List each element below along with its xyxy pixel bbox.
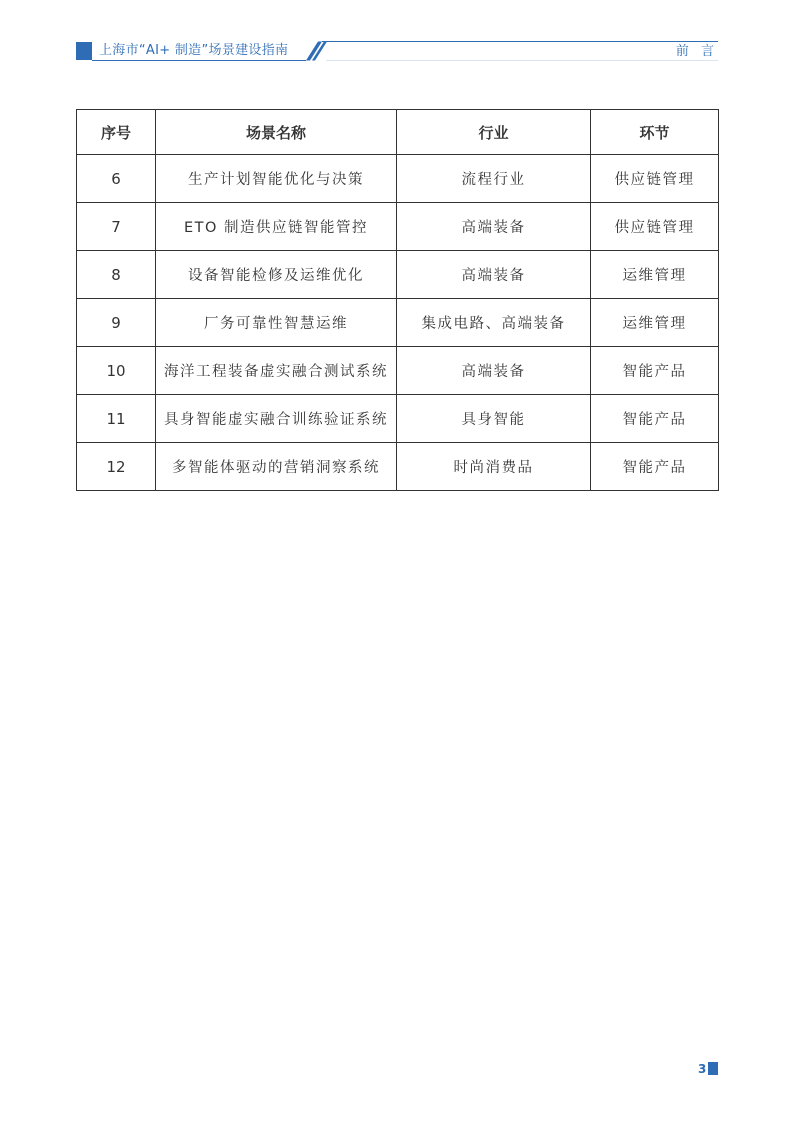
table-header-row bbox=[77, 110, 719, 155]
industry: 高端装备 bbox=[397, 251, 591, 299]
header-title: 上海市“AI+ 制造”场景建设指南 bbox=[99, 43, 289, 58]
industry: 集成电路、高端装备 bbox=[397, 299, 591, 347]
row-number: 10 bbox=[77, 347, 156, 395]
stage: 智能产品 bbox=[591, 443, 719, 491]
industry: 高端装备 bbox=[397, 347, 591, 395]
table-row bbox=[77, 347, 719, 395]
page-header bbox=[0, 0, 794, 70]
scenario-name: 海洋工程装备虚实融合测试系统 bbox=[156, 347, 397, 395]
industry: 流程行业 bbox=[397, 155, 591, 203]
row-number: 7 bbox=[77, 203, 156, 251]
column-header-number: 序号 bbox=[77, 110, 156, 155]
row-number: 8 bbox=[77, 251, 156, 299]
column-header-industry: 行业 bbox=[397, 110, 591, 155]
stage: 运维管理 bbox=[591, 299, 719, 347]
table-row bbox=[77, 203, 719, 251]
row-number: 6 bbox=[77, 155, 156, 203]
header-section-label: 前 言 bbox=[675, 44, 718, 59]
row-number: 12 bbox=[77, 443, 156, 491]
table-row bbox=[77, 251, 719, 299]
stage: 运维管理 bbox=[591, 251, 719, 299]
scenario-name: 设备智能检修及运维优化 bbox=[156, 251, 397, 299]
scenario-name: ETO 制造供应链智能管控 bbox=[156, 203, 397, 251]
industry: 时尚消费品 bbox=[397, 443, 591, 491]
table-row bbox=[77, 155, 719, 203]
row-number: 11 bbox=[77, 395, 156, 443]
table-row bbox=[77, 443, 719, 491]
page-number-accent-square bbox=[708, 1062, 718, 1075]
row-number: 9 bbox=[77, 299, 156, 347]
table-row bbox=[77, 299, 719, 347]
scenario-name: 多智能体驱动的营销洞察系统 bbox=[156, 443, 397, 491]
table-row bbox=[77, 395, 719, 443]
scenario-table bbox=[76, 109, 719, 491]
scenario-table-container bbox=[76, 109, 718, 491]
stage: 智能产品 bbox=[591, 347, 719, 395]
stage: 智能产品 bbox=[591, 395, 719, 443]
stage: 供应链管理 bbox=[591, 203, 719, 251]
stage: 供应链管理 bbox=[591, 155, 719, 203]
scenario-name: 厂务可靠性智慧运维 bbox=[156, 299, 397, 347]
scenario-name: 具身智能虚实融合训练验证系统 bbox=[156, 395, 397, 443]
column-header-stage: 环节 bbox=[591, 110, 719, 155]
column-header-scenario-name: 场景名称 bbox=[156, 110, 397, 155]
industry: 具身智能 bbox=[397, 395, 591, 443]
scenario-name: 生产计划智能优化与决策 bbox=[156, 155, 397, 203]
page-number: 3 bbox=[698, 1062, 707, 1076]
industry: 高端装备 bbox=[397, 203, 591, 251]
